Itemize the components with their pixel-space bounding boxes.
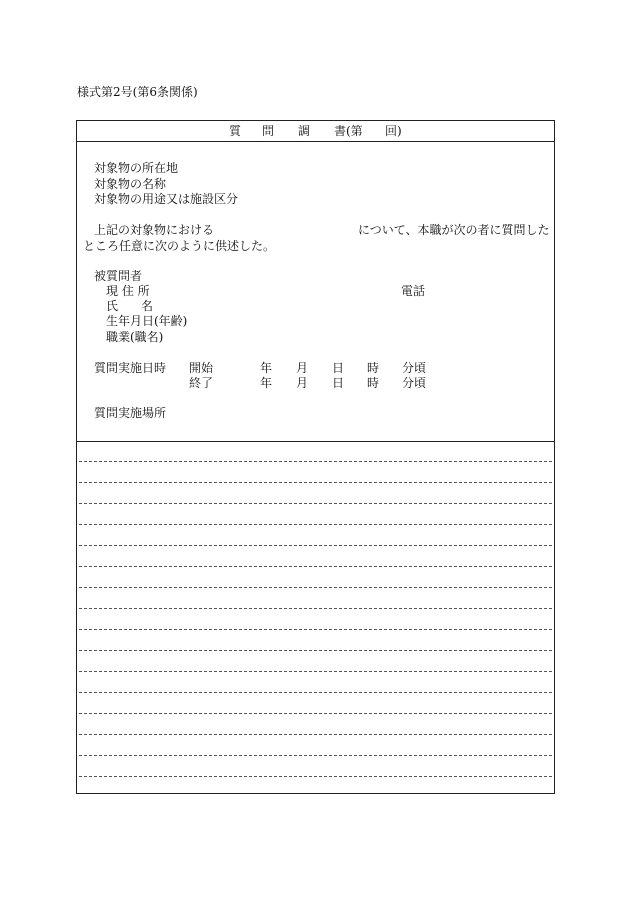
- ruled-line: [79, 482, 552, 483]
- target-usage-label: 対象物の用途又は施設区分: [94, 192, 239, 206]
- start-month-unit: 月: [296, 361, 309, 375]
- ruled-line: [79, 566, 552, 567]
- form-number: 様式第2号(第6条関係): [77, 85, 198, 99]
- start-year-unit: 年: [260, 361, 273, 375]
- body-divider: [77, 441, 554, 442]
- ruled-line: [79, 503, 552, 504]
- address-label: 現 住 所: [106, 284, 150, 298]
- inquiry-record-frame: [76, 120, 555, 794]
- end-year-unit: 年: [260, 376, 273, 390]
- ruled-line: [79, 734, 552, 735]
- start-label: 開始: [189, 361, 214, 375]
- end-day-unit: 日: [332, 376, 345, 390]
- start-day-unit: 日: [332, 361, 345, 375]
- title-row: [77, 121, 554, 142]
- statement-line1-end: について、本職が次の者に質問した: [358, 223, 550, 237]
- ruled-line: [79, 713, 552, 714]
- title-char-4: 書: [334, 124, 347, 138]
- target-name-label: 対象物の名称: [94, 177, 167, 191]
- target-location-label: 対象物の所在地: [94, 161, 179, 175]
- ruled-line: [79, 650, 552, 651]
- ruled-line: [79, 608, 552, 609]
- name-label-first: 氏: [106, 299, 119, 313]
- datetime-label: 質問実施日時: [94, 361, 167, 375]
- title-session-open: (第: [346, 124, 363, 138]
- ruled-line: [79, 461, 552, 462]
- ruled-line: [79, 629, 552, 630]
- title-char-2: 問: [262, 124, 275, 138]
- ruled-line: [79, 545, 552, 546]
- name-label-second: 名: [141, 299, 154, 313]
- end-minute-unit: 分頃: [402, 376, 427, 390]
- interviewee-heading: 被質問者: [94, 269, 143, 283]
- start-minute-unit: 分頃: [402, 361, 427, 375]
- title-session-close: 回): [385, 124, 402, 138]
- start-hour-unit: 時: [367, 361, 380, 375]
- birthdate-label: 生年月日(年齢): [106, 314, 188, 328]
- end-hour-unit: 時: [367, 376, 380, 390]
- ruled-line: [79, 524, 552, 525]
- ruled-line: [79, 692, 552, 693]
- place-label: 質問実施場所: [94, 406, 167, 420]
- ruled-line: [79, 776, 552, 777]
- phone-label: 電話: [401, 284, 426, 298]
- title-char-3: 調: [298, 124, 311, 138]
- end-label: 終了: [189, 376, 214, 390]
- statement-line1-start: 上記の対象物における: [94, 223, 215, 237]
- statement-line2: ところ任意に次のように供述した。: [83, 239, 276, 253]
- occupation-label: 職業(職名): [106, 330, 164, 344]
- ruled-line: [79, 671, 552, 672]
- ruled-line: [79, 587, 552, 588]
- ruled-line: [79, 755, 552, 756]
- end-month-unit: 月: [296, 376, 309, 390]
- title-char-1: 質: [229, 124, 242, 138]
